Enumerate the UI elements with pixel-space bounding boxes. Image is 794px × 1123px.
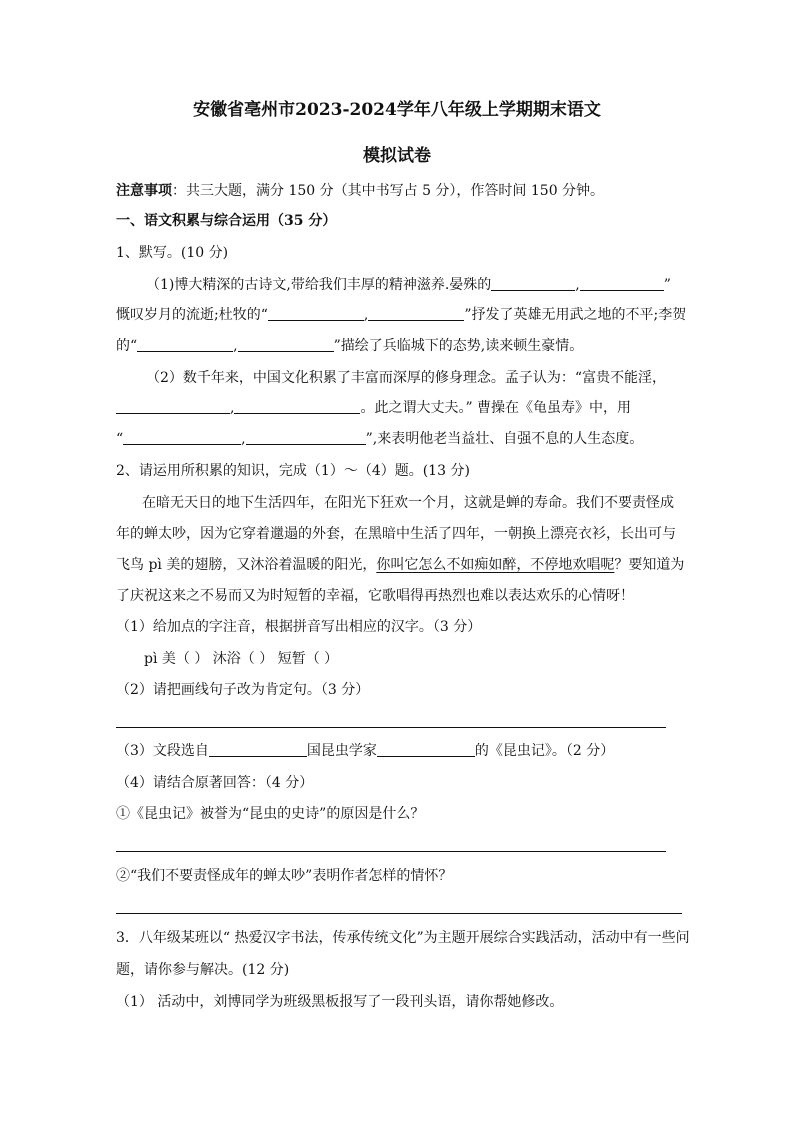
- q1-p1-text: 的“: [116, 338, 138, 354]
- q2-passage-line4: 了庆祝这来之不易而又为时短暂的幸福，它歌唱得再热烈也难以表达欢乐的心情呀！: [116, 588, 634, 604]
- q2-passage-line3: [116, 555, 684, 575]
- q1-p1-text: 慨叹岁月的流逝;杜牧的“: [116, 307, 268, 323]
- q1-heading: 1、默写。(10 分): [116, 245, 229, 261]
- q1-p2-text: ,: [230, 400, 235, 416]
- q2-passage-line1: 在暗无天日的地下生活四年，在阳光下狂欢一个月，这就是蝉的寿命。我们不要责怪成: [142, 495, 674, 511]
- answer-line[interactable]: [116, 913, 682, 914]
- q2-sub4-q1: ①《昆虫记》被誉为“昆虫的史诗”的原因是什么？: [116, 806, 425, 822]
- q1-p1-text: （1)博大精深的古诗文,带给我们丰厚的精神滋养.晏殊的: [146, 277, 492, 293]
- q1-p1-text: ,: [233, 338, 238, 354]
- answer-blank[interactable]: [268, 306, 364, 321]
- q2-pinyin-row: pì 美（ ） 沐浴（ ） 短暂（ ）: [144, 651, 339, 667]
- q1-p1-text: ,: [575, 277, 580, 293]
- q1-p2-text: ,: [241, 431, 246, 447]
- answer-line[interactable]: [116, 851, 666, 852]
- notice: [116, 181, 604, 201]
- q2-sub2: （2）请把画线句子改为肯定句。（3 分）: [116, 682, 370, 698]
- exam-title-line2: 模拟试卷: [363, 146, 431, 166]
- answer-blank[interactable]: [234, 399, 360, 414]
- answer-blank[interactable]: [137, 337, 233, 352]
- q1-p2-text: “: [116, 431, 124, 447]
- answer-blank[interactable]: [123, 430, 241, 445]
- underlined-sentence: 你叫它怎么不如痴如醉，不停地欢唱呢: [376, 557, 615, 573]
- answer-blank[interactable]: [377, 742, 475, 757]
- q2-passage-line2: 年的蝉太吵，因为它穿着邋遢的外套，在黑暗中生活了四年，一朝换上漂亮衣衫，长出可与: [116, 526, 676, 542]
- q2-sub1: （1）给加点的字注音，根据拼音写出相应的汉字。（3 分）: [116, 619, 482, 635]
- q2-sub3: [116, 741, 614, 761]
- answer-blank[interactable]: [580, 276, 664, 291]
- q1-p1-line2: [116, 305, 686, 325]
- q3-sub1: （1） 活动中，刘博同学为班级黑板报写了一段刊头语，请你帮她修改。: [116, 994, 564, 1010]
- q3-line2: 题，请你参与解决。(12 分): [116, 962, 290, 978]
- answer-blank[interactable]: [209, 742, 307, 757]
- notice-label: 注意事项: [116, 183, 172, 199]
- q2-passage-text: ？要知道为: [614, 557, 685, 573]
- q1-p2-line2: [116, 398, 631, 418]
- q2-passage-text: 飞鸟 pì 美的翅膀，又沐浴着温暖的阳光，: [116, 557, 377, 573]
- q1-p2-text: ”,来表明他老当益壮、自强不息的人生态度。: [365, 431, 644, 447]
- q2-sub4-q2: ②“我们不要责怪成年的蝉太吵”表明作者怎样的情怀？: [116, 868, 453, 884]
- q2-sub4: （4）请结合原著回答：（4 分）: [116, 775, 314, 791]
- q1-p2-text: 。此之谓大丈夫。” 曹操在《龟虽寿》中，用: [360, 400, 632, 416]
- q1-p1-line1: [146, 275, 671, 295]
- answer-blank[interactable]: [246, 430, 366, 445]
- answer-line[interactable]: [116, 727, 666, 728]
- q1-p2-line1: （2）数千年来，中国文化积累了丰富而深厚的修身理念。孟子认为：“富贵不能淫，: [146, 370, 667, 386]
- q3-line1: 3．八年级某班以“ 热爱汉字书法，传承传统文化”为主题开展综合实践活动，活动中有一些问: [116, 930, 690, 946]
- q1-p1-text: ”描绘了兵临城下的态势,读来顿生豪情。: [333, 338, 584, 354]
- notice-text: ：共三大题，满分 150 分（其中书写占 5 分），作答时间 150 分钟。: [172, 183, 605, 199]
- q1-p1-text: ,: [363, 307, 369, 323]
- answer-blank[interactable]: [116, 399, 230, 414]
- answer-blank[interactable]: [491, 276, 575, 291]
- q2-sub3-text: （3）文段选自: [116, 743, 209, 759]
- q2-sub3-text: 国昆虫学家: [306, 743, 377, 759]
- q2-sub3-text: 的《昆虫记》。（2 分）: [474, 743, 615, 759]
- q2-heading: 2、请运用所积累的知识，完成（1）～（4）题。(13 分): [116, 463, 470, 479]
- section-heading: 一、语文积累与综合运用（35 分）: [116, 213, 337, 229]
- exam-title-line1: 安徽省亳州市2023-2024学年八年级上学期期末语文: [193, 100, 601, 120]
- q1-p1-text: ”抒发了英雄无用武之地的不平;李贺: [464, 307, 687, 323]
- answer-blank[interactable]: [368, 306, 464, 321]
- q1-p2-line3: [116, 429, 643, 449]
- q1-p1-line3: [116, 336, 583, 356]
- q1-p1-text: ”: [663, 277, 671, 293]
- answer-blank[interactable]: [238, 337, 334, 352]
